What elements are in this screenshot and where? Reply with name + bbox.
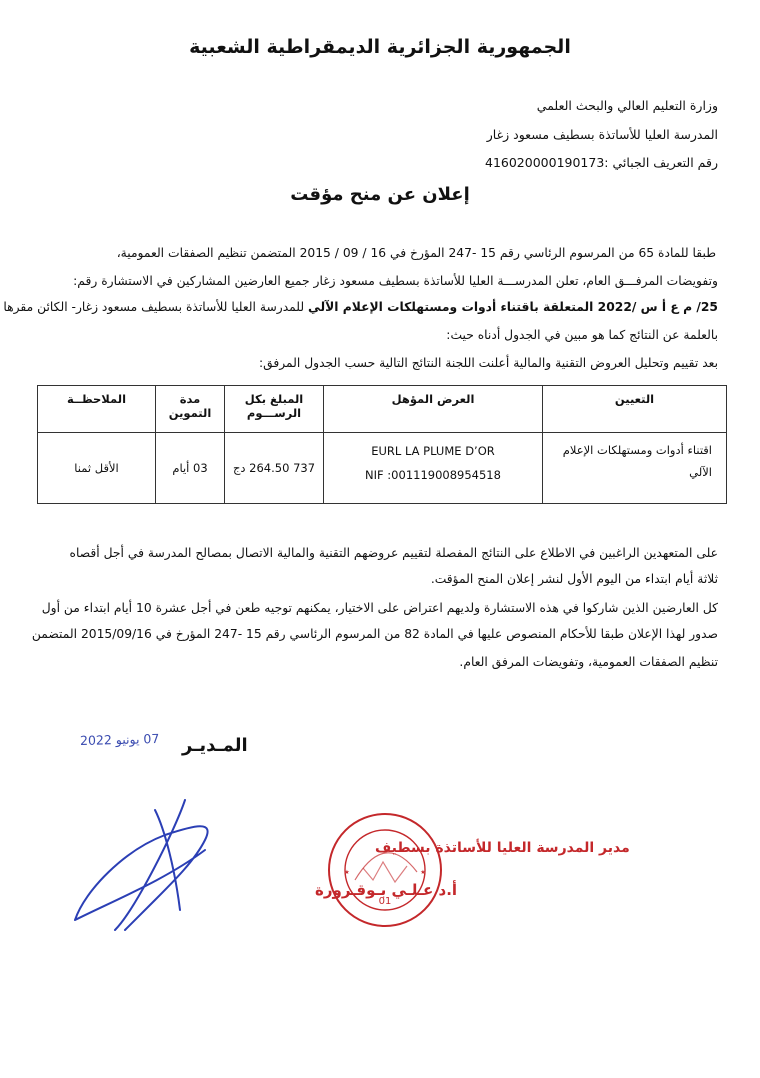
closing-line-1: على المتعهدين الراغبين في الاطلاع على النتائج المفصلة لتقييم عروضهم التقنية والمالية الاتصال بمصالح المدرسة في أجل أقصاه (69, 546, 718, 560)
offer-nif: NIF :001119008954518 (365, 468, 501, 482)
intro-line-2: وتفويضات المرفـــق العام، تعلن المدرســـة العليا للأساتذة بسطيف مسعود زغار جميع العارضين المشاركين في الاستشارة رقم: (73, 274, 718, 288)
cell-note: الأقل ثمنا (38, 433, 156, 504)
cell-offer (324, 433, 543, 504)
nif-line (485, 155, 718, 170)
consultation-reference: 25/ م ع أ س /2022 المتعلقة باقتناء أدوات ومستهلكات الإعلام الآلي (308, 300, 718, 314)
nif-value: 416020000190173 (485, 155, 605, 170)
table-row (38, 433, 727, 504)
closing-line-2: ثلاثة أيام ابتداء من اليوم الأول لنشر إعلان المنح المؤقت. (430, 572, 718, 586)
intro-line-5: بعد تقييم وتحليل العروض التقنية والمالية أعلنت اللجنة النتائج التالية حسب الجدول المرفق: (258, 356, 718, 370)
cell-delay: 03 أيام (156, 433, 225, 504)
hand-signature (75, 800, 208, 930)
director-label: المـديـر (182, 735, 248, 756)
header-offer: العرض المؤهل (324, 386, 543, 433)
svg-text:★: ★ (344, 869, 350, 876)
date-stamp: 07 يونيو 2022 (79, 730, 160, 749)
intro-line-3-rest: للمدرسة العليا للأساتذة بسطيف مسعود زغار- الكائن مقرها (3, 300, 305, 314)
svg-text:★: ★ (420, 869, 426, 876)
closing-line-4: صدور لهذا الإعلان طبقا للأحكام المنصوص عليها في المادة 82 من المرسوم الرئاسي رقم 15 -247 المؤرخ في 2015/09/16 المتضمن (31, 627, 718, 641)
nif-label: رقم التعريف الجبائي : (604, 155, 718, 170)
announcement-title: إعلان عن منح مؤقت (290, 184, 470, 205)
cell-designation: اقتناء أدوات ومستهلكات الإعلام الآلي (543, 433, 727, 504)
header-designation: التعيين (543, 386, 727, 433)
table-header-row (38, 386, 727, 433)
header-amount: المبلغ بكل الرســـوم (225, 386, 324, 433)
offer-company: EURL LA PLUME D’OR (371, 444, 495, 458)
intro-line-1: طبقا للمادة 65 من المرسوم الرئاسي رقم 15 -247 المؤرخ في 16 / 09 / 2015 المتضمن تنظيم الصفقات العمومية، (116, 246, 716, 260)
header-delay: مدة التموين (156, 386, 225, 433)
intro-line-4: بالعلمة عن النتائج كما هو مبين في الجدول أدناه حيث: (446, 328, 718, 342)
closing-line-3: كل العارضين الذين شاركوا في هذه الاستشارة ولديهم اعتراض على الاختيار، يمكنهم توجيه طعن في أجل عشرة 10 أيام ابتداء من أول (41, 601, 718, 615)
signature-block (55, 790, 630, 940)
school-line: المدرسة العليا للأساتذة بسطيف مسعود زغار (486, 127, 718, 142)
header-note: الملاحظــة (38, 386, 156, 433)
results-table (37, 385, 727, 504)
cell-amount: 737 264.50 دج (225, 433, 324, 504)
stamp-name: أ.د عـلـي بـوقـرورة (315, 881, 458, 899)
intro-line-3 (3, 300, 718, 314)
seal-number: 01 (378, 896, 392, 907)
closing-line-5: تنظيم الصفقات العمومية، وتفويضات المرفق العام. (459, 655, 718, 669)
republic-heading: الجمهورية الجزائرية الديمقراطية الشعبية (189, 36, 571, 58)
ministry-line: وزارة التعليم العالي والبحث العلمي (536, 98, 718, 113)
stamp-title: مدير المدرسة العليا للأساتذة بسطيف (375, 840, 630, 856)
